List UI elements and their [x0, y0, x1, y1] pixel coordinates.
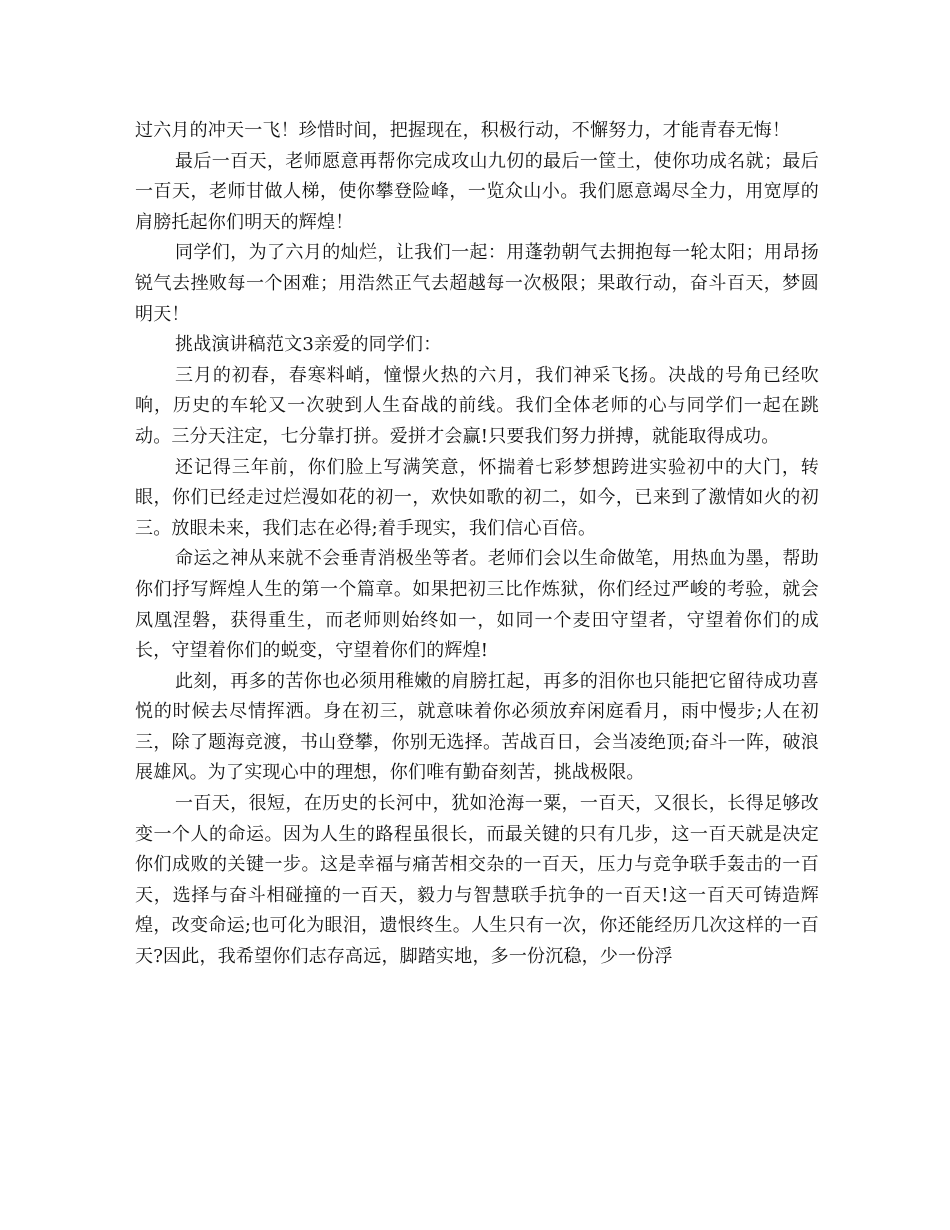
section-heading: 挑战演讲稿范文3亲爱的同学们：	[175, 334, 442, 356]
document-body	[135, 116, 819, 973]
paragraph-8: 此刻，再多的苦你也必须用稚嫩的肩膀扛起，再多的泪你也只能把它留待成功喜悦的时候去尽情挥洒。身在初三，就意味着你必须放弃闲庭看月，雨中慢步;人在初三，除了题海竞渡，书山登攀，你别无选择。苦战百日，会当凌绝顶;奋斗一阵，破浪展雄风。为了实现心中的理想，你们唯有勤奋刻苦，挑战极限。	[135, 670, 819, 784]
paragraph-6: 还记得三年前，你们脸上写满笑意，怀揣着七彩梦想跨进实验初中的大门，转眼，你们已经走过烂漫如花的初一，欢快如歌的初二，如今，已来到了激情如火的初三。放眼未来，我们志在必得;着手现实，我们信心百倍。	[135, 456, 819, 539]
paragraph-1: 过六月的冲天一飞！珍惜时间，把握现在，积极行动，不懈努力，才能青春无悔！	[135, 120, 791, 141]
paragraph-3: 同学们，为了六月的灿烂，让我们一起：用蓬勃朝气去拥抱每一轮太阳；用昂扬锐气去挫败每一个困难；用浩然正气去超越每一次极限；果敢行动，奋斗百天，梦圆明天！	[135, 242, 819, 325]
paragraph-5: 三月的初春，春寒料峭，憧憬火热的六月，我们神采飞扬。决战的号角已经吹响，历史的车轮又一次驶到人生奋战的前线。我们全体老师的心与同学们一起在跳动。三分天注定，七分靠打拼。爱拼才会赢!只要我们努力拼搏，就能取得成功。	[135, 364, 819, 447]
paragraph-9: 一百天，很短，在历史的长河中，犹如沧海一粟，一百天，又很长，长得足够改变一个人的命运。因为人生的路程虽很长，而最关键的只有几步，这一百天就是决定你们成败的关键一步。这是幸福与痛苦相交杂的一百天，压力与竞争联手轰击的一百天，选择与奋斗相碰撞的一百天，毅力与智慧联手抗争的一百天!这一百天可铸造辉煌，改变命运;也可化为眼泪，遗恨终生。人生只有一次，你还能经历几次这样的一百天?因此，我希望你们志存高远，脚踏实地，多一份沉稳，少一份浮	[135, 793, 819, 968]
paragraph-2: 最后一百天，老师愿意再帮你完成攻山九仞的最后一筐土，使你功成名就；最后一百天，老师甘做人梯，使你攀登险峰，一览众山小。我们愿意竭尽全力，用宽厚的肩膀托起你们明天的辉煌！	[135, 150, 819, 233]
paragraph-7: 命运之神从来就不会垂青消极坐等者。老师们会以生命做笔，用热血为墨，帮助你们抒写辉煌人生的第一个篇章。如果把初三比作炼狱，你们经过严峻的考验，就会凤凰涅磐，获得重生，而老师则始终如一，如同一个麦田守望者，守望着你们的成长，守望着你们的蜕变，守望着你们的辉煌!	[135, 548, 819, 662]
